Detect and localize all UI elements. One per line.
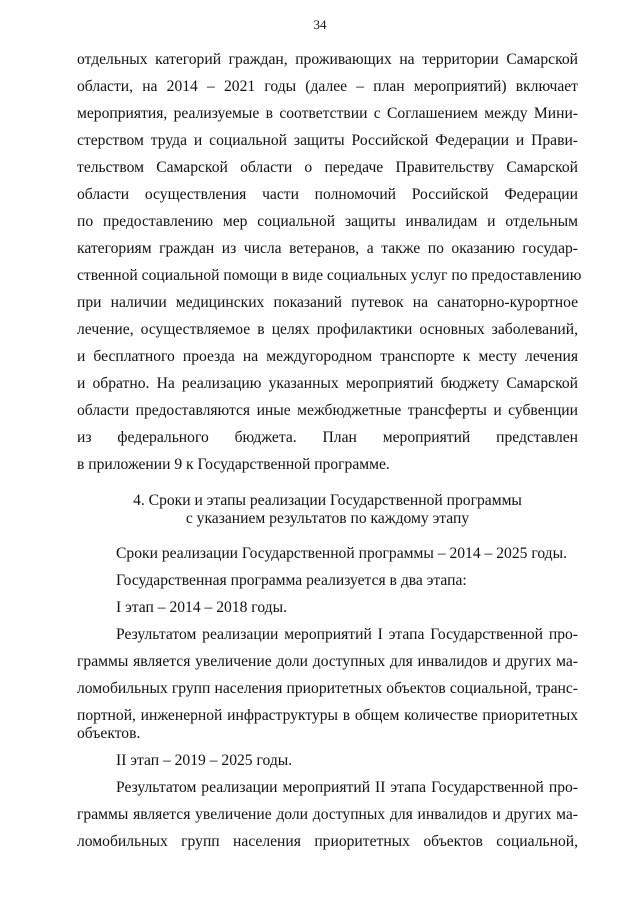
stage1-label: I этап – 2014 – 2018 годы. (116, 599, 287, 616)
paragraph-line: по предоставлению мер социальной защиты инвалидам и отдельным (77, 213, 578, 230)
paragraph-line: области предоставляются иные межбюджетные трансферты и субвенции (77, 402, 578, 419)
paragraph-line: мероприятия, реализуемые в соответствии с Соглашением между Мини- (77, 105, 578, 122)
stage2-result-line: граммы является увеличение доли доступных для инвалидов и других ма- (77, 806, 578, 823)
stages-line: Государственная программа реализуется в два этапа: (116, 572, 467, 589)
paragraph-line: области, на 2014 – 2021 годы (далее – план мероприятий) включает (77, 78, 578, 95)
page-number: 34 (313, 17, 327, 32)
stage2-label: II этап – 2019 – 2025 годы. (116, 752, 293, 769)
paragraph-line: лечение, осуществляемое в целях профилактики основных заболеваний, (77, 321, 578, 338)
paragraph-line: из федерального бюджета. План мероприятий представлен (77, 429, 578, 446)
stage2-result-line: ломобильных групп населения приоритетных объектов социальной, (77, 833, 578, 850)
section-heading: с указанием результатов по каждому этапу (185, 510, 470, 527)
paragraph-line: стерством труда и социальной защиты Российской Федерации и Прави- (77, 132, 578, 149)
paragraph-line: тельством Самарской области о передаче Правительству Самарской (77, 159, 578, 176)
paragraph-line: и обратно. На реализацию указанных мероприятий бюджету Самарской (77, 375, 578, 392)
stage1-result-line: портной, инженерной инфраструктуры в общем количестве приоритетных (77, 707, 578, 724)
stage2-result-line: Результатом реализации мероприятий II этапа Государственной про- (116, 779, 578, 796)
stage1-result-line: Результатом реализации мероприятий I этапа Государственной про- (116, 626, 578, 643)
paragraph-line: при наличии медицинских показаний путевок на санаторно-курортное (77, 294, 578, 311)
stage1-result-line: объектов. (77, 725, 141, 742)
terms-line: Сроки реализации Государственной программы – 2014 – 2025 годы. (116, 545, 567, 562)
stage1-result-line: граммы является увеличение доли доступных для инвалидов и других ма- (77, 653, 578, 670)
section-heading: 4. Сроки и этапы реализации Государственной программы (133, 492, 522, 509)
paragraph-line: области осуществления части полномочий Российской Федерации (77, 186, 578, 203)
paragraph-line: категориям граждан из числа ветеранов, а также по оказанию государ- (77, 240, 578, 257)
paragraph-line: и бесплатного проезда на междугородном транспорте к месту лечения (77, 348, 578, 365)
paragraph-line: ственной социальной помощи в виде социальных услуг по предоставлению (77, 267, 582, 284)
stage1-result-line: ломобильных групп населения приоритетных объектов социальной, транс- (77, 680, 578, 697)
paragraph-line: в приложении 9 к Государственной программе. (77, 456, 390, 473)
paragraph-line: отдельных категорий граждан, проживающих на территории Самарской (77, 51, 578, 68)
